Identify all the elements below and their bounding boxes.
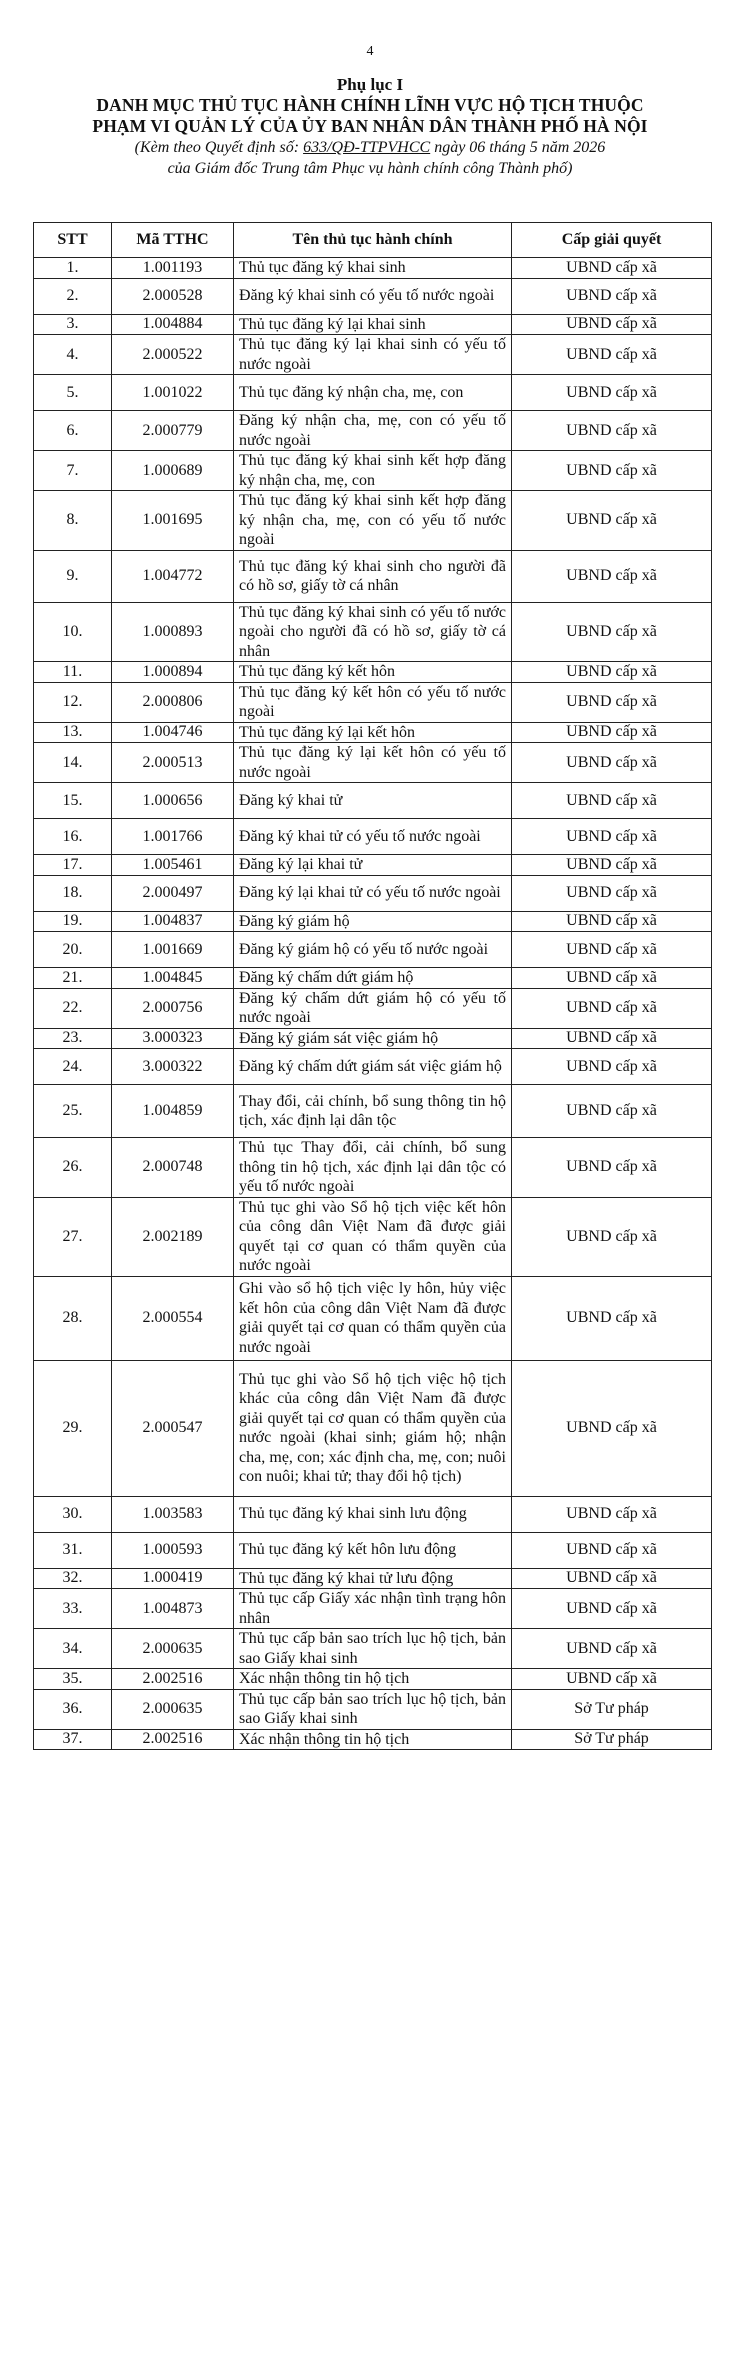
cell-code: 2.002189: [112, 1197, 234, 1276]
cell-stt: 7.: [34, 451, 112, 491]
cell-code: 1.004837: [112, 911, 234, 932]
document-header: [20, 74, 720, 179]
cell-authority: UBND cấp xã: [512, 783, 712, 819]
cell-authority: UBND cấp xã: [512, 743, 712, 783]
cell-code: 1.000656: [112, 783, 234, 819]
cell-code: 2.000522: [112, 335, 234, 375]
cell-stt: 22.: [34, 988, 112, 1028]
cell-stt: 16.: [34, 819, 112, 855]
cell-authority: UBND cấp xã: [512, 602, 712, 662]
cell-code: 2.002516: [112, 1669, 234, 1690]
table-row: [34, 1138, 712, 1198]
cell-procedure-name: Thủ tục đăng ký khai sinh kết hợp đăng ký nhận cha, mẹ, con có yếu tố nước ngoài: [234, 491, 512, 551]
decision-number: 633/QĐ-TTPVHCC: [303, 139, 431, 156]
cell-authority: UBND cấp xã: [512, 988, 712, 1028]
cell-code: 2.000635: [112, 1629, 234, 1669]
cell-stt: 9.: [34, 550, 112, 602]
cell-code: 2.000513: [112, 743, 234, 783]
cell-procedure-name: Thủ tục cấp bản sao trích lục hộ tịch, bản sao Giấy khai sinh: [234, 1689, 512, 1729]
cell-procedure-name: Đăng ký giám sát việc giám hộ: [234, 1028, 512, 1049]
column-header-stt: STT: [34, 223, 112, 258]
cell-code: 3.000322: [112, 1049, 234, 1085]
table-row: [34, 335, 712, 375]
cell-stt: 17.: [34, 855, 112, 876]
cell-authority: UBND cấp xã: [512, 491, 712, 551]
cell-authority: UBND cấp xã: [512, 1276, 712, 1360]
cell-stt: 18.: [34, 875, 112, 911]
cell-procedure-name: Thủ tục đăng ký kết hôn lưu động: [234, 1532, 512, 1568]
cell-stt: 27.: [34, 1197, 112, 1276]
cell-code: 1.004884: [112, 314, 234, 335]
cell-code: 2.000528: [112, 278, 234, 314]
cell-code: 1.001766: [112, 819, 234, 855]
cell-procedure-name: Thủ tục đăng ký lại khai sinh: [234, 314, 512, 335]
cell-stt: 33.: [34, 1589, 112, 1629]
cell-authority: UBND cấp xã: [512, 1085, 712, 1138]
table-row: [34, 682, 712, 722]
cell-code: 1.000893: [112, 602, 234, 662]
cell-procedure-name: Thủ tục đăng ký nhận cha, mẹ, con: [234, 375, 512, 411]
cell-stt: 2.: [34, 278, 112, 314]
cell-procedure-name: Đăng ký khai sinh có yếu tố nước ngoài: [234, 278, 512, 314]
cell-authority: UBND cấp xã: [512, 911, 712, 932]
cell-stt: 12.: [34, 682, 112, 722]
cell-procedure-name: Ghi vào sổ hộ tịch việc ly hôn, hủy việc kết hôn của công dân Việt Nam đã được giải quyết tại cơ quan có thẩm quyền của nước ngoài: [234, 1276, 512, 1360]
cell-procedure-name: Xác nhận thông tin hộ tịch: [234, 1729, 512, 1750]
table-row: [34, 602, 712, 662]
cell-authority: Sở Tư pháp: [512, 1689, 712, 1729]
cell-stt: 21.: [34, 968, 112, 989]
decision-prefix: (Kèm theo Quyết định số:: [134, 139, 300, 156]
cell-procedure-name: Thủ tục đăng ký lại khai sinh có yếu tố nước ngoài: [234, 335, 512, 375]
table-row: [34, 968, 712, 989]
table-row: [34, 875, 712, 911]
cell-stt: 20.: [34, 932, 112, 968]
cell-procedure-name: Đăng ký khai tử có yếu tố nước ngoài: [234, 819, 512, 855]
cell-procedure-name: Thủ tục đăng ký khai sinh kết hợp đăng ký nhận cha, mẹ, con: [234, 451, 512, 491]
cell-authority: UBND cấp xã: [512, 314, 712, 335]
cell-procedure-name: Thủ tục ghi vào Sổ hộ tịch việc hộ tịch khác của công dân Việt Nam đã được giải quyết tại cơ quan có thẩm quyền của nước ngoài (khai sinh; giám hộ; nhận cha, mẹ, con; xác định cha, mẹ, con; nuôi con nuôi; khai tử; thay đổi hộ tịch): [234, 1360, 512, 1496]
table-row: [34, 1568, 712, 1589]
cell-stt: 11.: [34, 662, 112, 683]
cell-authority: UBND cấp xã: [512, 1532, 712, 1568]
table-row: [34, 451, 712, 491]
cell-code: 2.000497: [112, 875, 234, 911]
cell-stt: 29.: [34, 1360, 112, 1496]
cell-stt: 6.: [34, 411, 112, 451]
decision-reference: [20, 137, 720, 158]
issuer-line: của Giám đốc Trung tâm Phục vụ hành chính công Thành phố): [167, 160, 573, 177]
table-row: [34, 1629, 712, 1669]
cell-authority: UBND cấp xã: [512, 932, 712, 968]
table-header-row: [34, 223, 712, 258]
cell-stt: 37.: [34, 1729, 112, 1750]
cell-authority: UBND cấp xã: [512, 1496, 712, 1532]
table-row: [34, 491, 712, 551]
cell-stt: 14.: [34, 743, 112, 783]
cell-code: 1.005461: [112, 855, 234, 876]
cell-procedure-name: Thủ tục đăng ký kết hôn có yếu tố nước ngoài: [234, 682, 512, 722]
list-title-line-1: DANH MỤC THỦ TỤC HÀNH CHÍNH LĨNH VỰC HỘ TỊCH THUỘC: [96, 95, 644, 115]
cell-stt: 32.: [34, 1568, 112, 1589]
cell-authority: UBND cấp xã: [512, 411, 712, 451]
cell-code: 1.004873: [112, 1589, 234, 1629]
cell-code: 2.000635: [112, 1689, 234, 1729]
cell-procedure-name: Đăng ký giám hộ: [234, 911, 512, 932]
cell-authority: UBND cấp xã: [512, 875, 712, 911]
table-row: [34, 1532, 712, 1568]
table-row: [34, 278, 712, 314]
cell-code: 1.004772: [112, 550, 234, 602]
cell-stt: 31.: [34, 1532, 112, 1568]
cell-code: 2.002516: [112, 1729, 234, 1750]
cell-stt: 8.: [34, 491, 112, 551]
table-row: [34, 819, 712, 855]
cell-authority: UBND cấp xã: [512, 375, 712, 411]
cell-code: 1.001193: [112, 258, 234, 279]
cell-procedure-name: Thay đổi, cải chính, bổ sung thông tin hộ tịch, xác định lại dân tộc: [234, 1085, 512, 1138]
cell-code: 2.000748: [112, 1138, 234, 1198]
cell-stt: 25.: [34, 1085, 112, 1138]
cell-authority: UBND cấp xã: [512, 722, 712, 743]
column-header-authority: Cấp giải quyết: [512, 223, 712, 258]
cell-stt: 13.: [34, 722, 112, 743]
cell-authority: Sở Tư pháp: [512, 1729, 712, 1750]
cell-procedure-name: Thủ tục đăng ký khai tử lưu động: [234, 1568, 512, 1589]
table-row: [34, 314, 712, 335]
list-title-line-2: PHẠM VI QUẢN LÝ CỦA ỦY BAN NHÂN DÂN THÀNH PHỐ HÀ NỘI: [92, 116, 648, 136]
cell-code: 1.004845: [112, 968, 234, 989]
table-row: [34, 855, 712, 876]
cell-stt: 28.: [34, 1276, 112, 1360]
page-number: 4: [366, 44, 374, 59]
cell-code: 1.000593: [112, 1532, 234, 1568]
table-row: [34, 1729, 712, 1750]
cell-procedure-name: Đăng ký chấm dứt giám hộ có yếu tố nước ngoài: [234, 988, 512, 1028]
cell-stt: 34.: [34, 1629, 112, 1669]
cell-authority: UBND cấp xã: [512, 550, 712, 602]
cell-procedure-name: Đăng ký giám hộ có yếu tố nước ngoài: [234, 932, 512, 968]
cell-stt: 10.: [34, 602, 112, 662]
table-row: [34, 1085, 712, 1138]
cell-procedure-name: Đăng ký khai tử: [234, 783, 512, 819]
cell-code: 1.004746: [112, 722, 234, 743]
table-row: [34, 911, 712, 932]
table-row: [34, 932, 712, 968]
cell-code: 1.004859: [112, 1085, 234, 1138]
cell-code: 1.000894: [112, 662, 234, 683]
cell-procedure-name: Xác nhận thông tin hộ tịch: [234, 1669, 512, 1690]
cell-authority: UBND cấp xã: [512, 1138, 712, 1198]
cell-code: 1.001022: [112, 375, 234, 411]
cell-authority: UBND cấp xã: [512, 968, 712, 989]
cell-authority: UBND cấp xã: [512, 335, 712, 375]
cell-stt: 30.: [34, 1496, 112, 1532]
cell-stt: 1.: [34, 258, 112, 279]
cell-stt: 36.: [34, 1689, 112, 1729]
cell-stt: 19.: [34, 911, 112, 932]
cell-procedure-name: Thủ tục đăng ký khai sinh cho người đã có hồ sơ, giấy tờ cá nhân: [234, 550, 512, 602]
cell-code: 3.000323: [112, 1028, 234, 1049]
cell-procedure-name: Thủ tục đăng ký kết hôn: [234, 662, 512, 683]
cell-stt: 23.: [34, 1028, 112, 1049]
table-row: [34, 783, 712, 819]
appendix-title: Phụ lục I: [336, 75, 404, 94]
cell-code: 2.000756: [112, 988, 234, 1028]
cell-procedure-name: Đăng ký lại khai tử có yếu tố nước ngoài: [234, 875, 512, 911]
cell-authority: UBND cấp xã: [512, 1568, 712, 1589]
cell-stt: 35.: [34, 1669, 112, 1690]
cell-procedure-name: Đăng ký chấm dứt giám sát việc giám hộ: [234, 1049, 512, 1085]
cell-procedure-name: Đăng ký nhận cha, mẹ, con có yếu tố nước ngoài: [234, 411, 512, 451]
table-row: [34, 1049, 712, 1085]
table-row: [34, 1276, 712, 1360]
table-row: [34, 1689, 712, 1729]
table-row: [34, 743, 712, 783]
cell-code: 1.001695: [112, 491, 234, 551]
cell-procedure-name: Đăng ký lại khai tử: [234, 855, 512, 876]
cell-authority: UBND cấp xã: [512, 819, 712, 855]
cell-procedure-name: Thủ tục Thay đổi, cải chính, bổ sung thông tin hộ tịch, xác định lại dân tộc có yếu tố nước ngoài: [234, 1138, 512, 1198]
table-row: [34, 550, 712, 602]
cell-authority: UBND cấp xã: [512, 451, 712, 491]
column-header-code: Mã TTHC: [112, 223, 234, 258]
cell-stt: 24.: [34, 1049, 112, 1085]
cell-stt: 4.: [34, 335, 112, 375]
column-header-procedure-name: Tên thủ tục hành chính: [234, 223, 512, 258]
procedures-table: [33, 222, 712, 1750]
cell-authority: UBND cấp xã: [512, 258, 712, 279]
decision-date: ngày 06 tháng 5 năm 2026: [434, 139, 606, 156]
cell-authority: UBND cấp xã: [512, 1049, 712, 1085]
cell-code: 1.001669: [112, 932, 234, 968]
table-row: [34, 1496, 712, 1532]
cell-authority: UBND cấp xã: [512, 278, 712, 314]
table-row: [34, 258, 712, 279]
cell-procedure-name: Thủ tục ghi vào Sổ hộ tịch việc kết hôn của công dân Việt Nam đã được giải quyết tại cơ quan có thẩm quyền của nước ngoài: [234, 1197, 512, 1276]
table-row: [34, 1589, 712, 1629]
cell-code: 2.000779: [112, 411, 234, 451]
table-body: [34, 258, 712, 1750]
cell-stt: 3.: [34, 314, 112, 335]
cell-authority: UBND cấp xã: [512, 682, 712, 722]
cell-authority: UBND cấp xã: [512, 1669, 712, 1690]
cell-procedure-name: Thủ tục đăng ký khai sinh lưu động: [234, 1496, 512, 1532]
table-row: [34, 411, 712, 451]
table-row: [34, 1028, 712, 1049]
cell-authority: UBND cấp xã: [512, 662, 712, 683]
table-row: [34, 1197, 712, 1276]
cell-procedure-name: Đăng ký chấm dứt giám hộ: [234, 968, 512, 989]
table-row: [34, 1360, 712, 1496]
cell-code: 1.000419: [112, 1568, 234, 1589]
cell-authority: UBND cấp xã: [512, 855, 712, 876]
cell-stt: 15.: [34, 783, 112, 819]
cell-procedure-name: Thủ tục đăng ký khai sinh: [234, 258, 512, 279]
table-row: [34, 988, 712, 1028]
cell-procedure-name: Thủ tục đăng ký lại kết hôn có yếu tố nước ngoài: [234, 743, 512, 783]
cell-authority: UBND cấp xã: [512, 1028, 712, 1049]
cell-authority: UBND cấp xã: [512, 1360, 712, 1496]
cell-authority: UBND cấp xã: [512, 1629, 712, 1669]
cell-stt: 26.: [34, 1138, 112, 1198]
cell-code: 2.000547: [112, 1360, 234, 1496]
cell-procedure-name: Thủ tục đăng ký khai sinh có yếu tố nước ngoài cho người đã có hồ sơ, giấy tờ cá nhân: [234, 602, 512, 662]
table-row: [34, 662, 712, 683]
cell-authority: UBND cấp xã: [512, 1589, 712, 1629]
cell-code: 2.000554: [112, 1276, 234, 1360]
cell-procedure-name: Thủ tục đăng ký lại kết hôn: [234, 722, 512, 743]
cell-authority: UBND cấp xã: [512, 1197, 712, 1276]
cell-procedure-name: Thủ tục cấp Giấy xác nhận tình trạng hôn nhân: [234, 1589, 512, 1629]
table-row: [34, 722, 712, 743]
table-row: [34, 1669, 712, 1690]
cell-code: 2.000806: [112, 682, 234, 722]
cell-stt: 5.: [34, 375, 112, 411]
cell-code: 1.000689: [112, 451, 234, 491]
cell-code: 1.003583: [112, 1496, 234, 1532]
table-row: [34, 375, 712, 411]
cell-procedure-name: Thủ tục cấp bản sao trích lục hộ tịch, bản sao Giấy khai sinh: [234, 1629, 512, 1669]
